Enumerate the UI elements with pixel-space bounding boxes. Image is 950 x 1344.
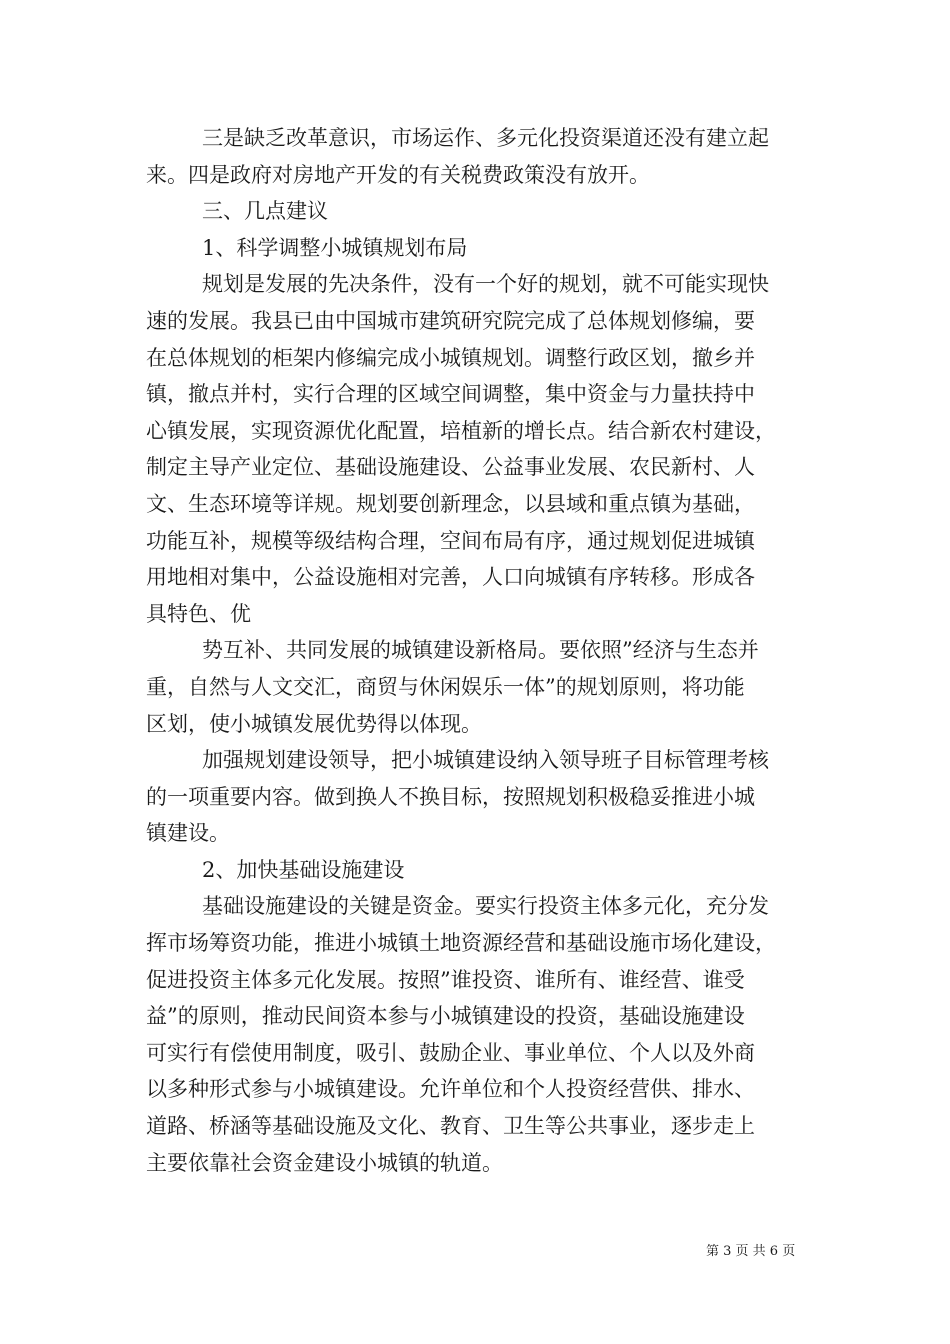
text-line: 三是缺乏改革意识，市场运作、多元化投资渠道还没有建立起 <box>202 126 769 150</box>
text-line: 镇，撤点并村，实行合理的区域空间调整，集中资金与力量扶持中 <box>146 382 755 407</box>
text-line: 具特色、优 <box>146 601 251 626</box>
text-line: 主要依靠社会资金建设小城镇的轨道。 <box>146 1150 503 1175</box>
text-line: 心镇发展，实现资源优化配置，培植新的增长点。结合新农村建设， <box>146 418 776 443</box>
text-line: 镇建设。 <box>146 821 230 846</box>
text-line: 以多种形式参与小城镇建设。允许单位和个人投资经营供、排水、 <box>146 1077 755 1102</box>
text-line: 制定主导产业定位、基础设施建设、公益事业发展、农民新村、人 <box>146 455 755 480</box>
text-line: 加强规划建设领导，把小城镇建设纳入领导班子目标管理考核 <box>202 748 769 773</box>
text-line: 基础设施建设的关键是资金。要实行投资主体多元化，充分发 <box>202 894 769 919</box>
page-number-footer: 第 3 页 共 6 页 <box>706 1244 796 1259</box>
text-line: 区划，使小城镇发展优势得以体现。 <box>146 711 482 736</box>
text-line: 规划是发展的先决条件，没有一个好的规划，就不可能实现快 <box>202 272 769 297</box>
text-line: 势互补、共同发展的城镇建设新格局。要依照”经济与生态并 <box>202 638 759 663</box>
text-line: 功能互补，规模等级结构合理，空间布局有序，通过规划促进城镇 <box>146 528 755 553</box>
text-line: 促进投资主体多元化发展。按照”谁投资、谁所有、谁经营、谁受 <box>146 967 745 992</box>
text-line: 用地相对集中，公益设施相对完善，人口向城镇有序转移。形成各 <box>146 565 755 590</box>
text-line: 在总体规划的柜架内修编完成小城镇规划。调整行政区划，撤乡并 <box>146 345 755 370</box>
text-line: 文、生态环境等详规。规划要创新理念，以县域和重点镇为基础， <box>146 491 755 516</box>
text-line: 可实行有偿使用制度，吸引、鼓励企业、事业单位、个人以及外商 <box>146 1040 755 1065</box>
text-line: 道路、桥涵等基础设施及文化、教育、卫生等公共事业，逐步走上 <box>146 1114 755 1139</box>
text-line: 来。四是政府对房地产开发的有关税费政策没有放开。 <box>146 162 650 187</box>
text-line: 1、科学调整小城镇规划布局 <box>202 235 468 260</box>
text-line: 的一项重要内容。做到换人不换目标，按照规划积极稳妥推进小城 <box>146 784 755 809</box>
text-line: 益”的原则，推动民间资本参与小城镇建设的投资，基础设施建设 <box>146 1004 745 1029</box>
document-body <box>146 120 816 1181</box>
text-line: 三、几点建议 <box>202 199 328 224</box>
text-line: 挥市场筹资功能，推进小城镇土地资源经营和基础设施市场化建设， <box>146 931 776 956</box>
text-line: 速的发展。我县已由中国城市建筑研究院完成了总体规划修编，要 <box>146 308 755 333</box>
text-line: 2、加快基础设施建设 <box>202 857 405 882</box>
text-line: 重，自然与人文交汇，商贸与休闲娱乐一体”的规划原则，将功能 <box>146 674 745 699</box>
